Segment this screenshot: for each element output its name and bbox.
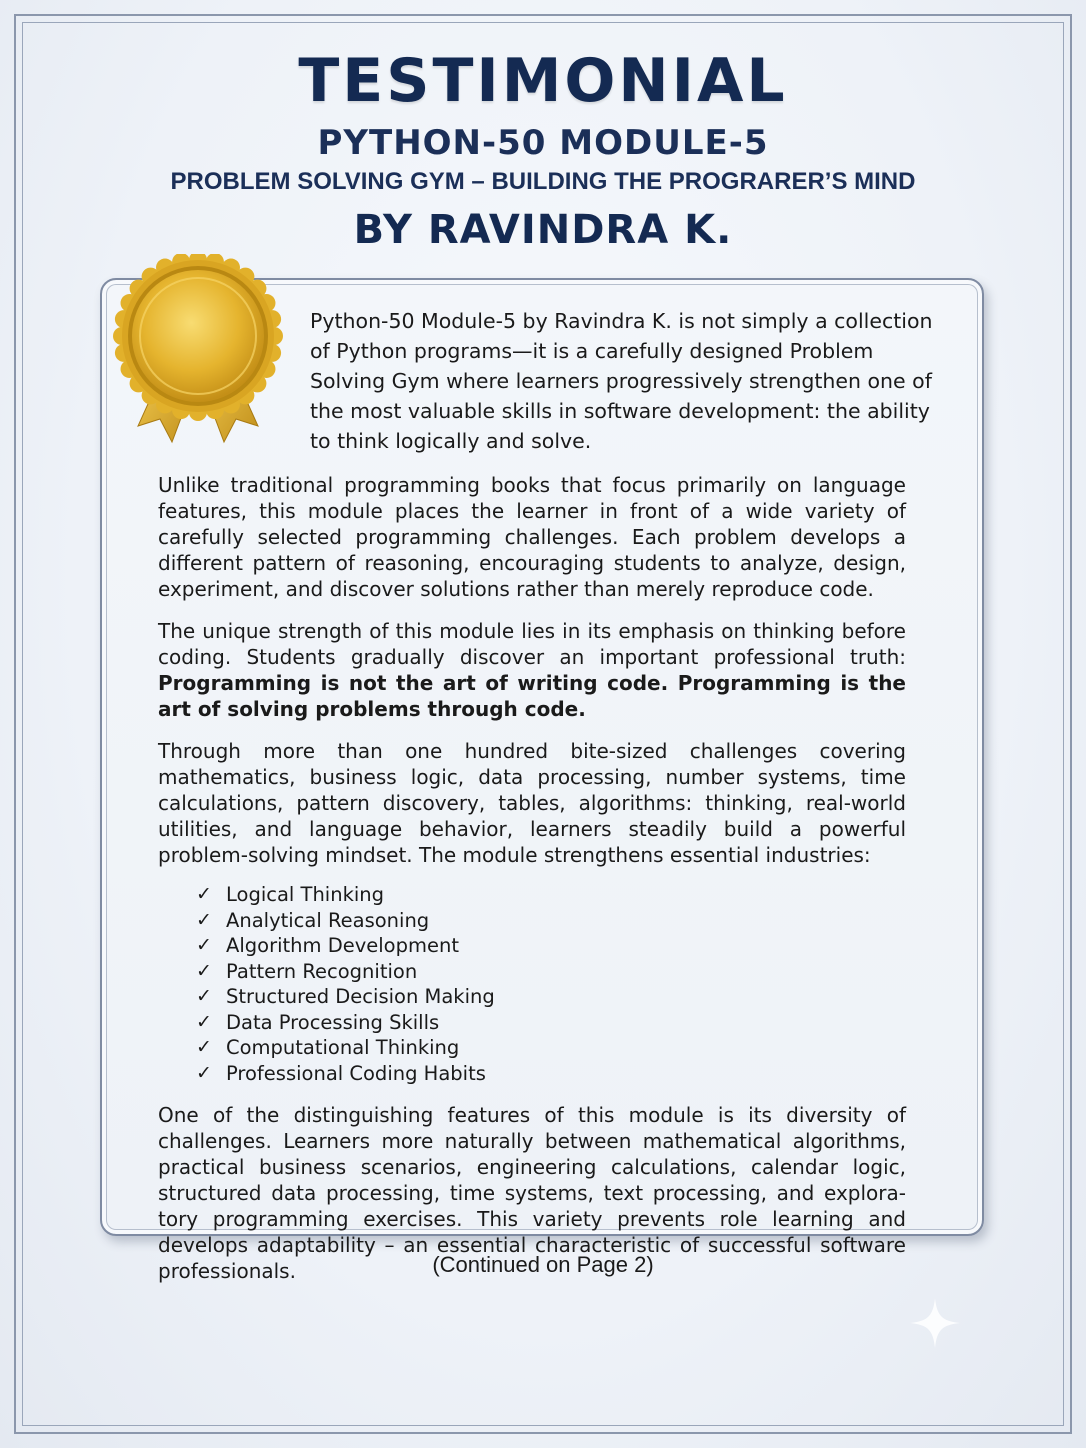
skill-label: Algorithm Development: [226, 934, 459, 957]
checkmark-icon: ✓: [196, 1010, 212, 1033]
list-item: [196, 1035, 906, 1061]
module-title: PYTHON-50 MODULE-5: [317, 123, 769, 163]
skill-label: Logical Thinking: [226, 883, 385, 906]
list-item: [196, 882, 906, 908]
skill-label: Analytical Reasoning: [226, 908, 430, 932]
intro-paragraph: Python-50 Module-5 by Ravindra K. is not simply a collection of Python programs—it is a carefully designed Problem Solving Gym where learners progressively strengthen one of the most valuable skills in software development: the ability to think logically and solve.: [310, 309, 933, 453]
paragraph-4: One of the distinguishing features of this module is its diversity of challenges. Learners more naturally between mathematical algorithms, practical business scenarios, engineering calculations, calendar logic, structured data processing, time systems, text processing, and explora-tory programming exercises. This variety prevents role learning and develops adaptability – an essential characteristic of successful software professionals.: [158, 1103, 906, 1283]
paragraph-2-highlight: Programming is not the art of writing code. Programming is the art of solving problems through code.: [158, 671, 906, 721]
checkmark-icon: ✓: [196, 985, 212, 1007]
skill-label: Computational Thinking: [226, 1036, 460, 1059]
continued-note: (Continued on Page 2): [432, 1252, 654, 1277]
checkmark-icon: ✓: [196, 908, 212, 931]
subtitle: PROBLEM SOLVING GYM – BUILDING THE PROGRARER’S MIND: [170, 168, 916, 195]
paragraph-2: [158, 618, 906, 722]
header: [30, 44, 1056, 256]
checkmark-icon: ✓: [196, 959, 212, 982]
list-item: [196, 959, 906, 985]
checkmark-icon: ✓: [196, 883, 212, 905]
skill-label: Structured Decision Making: [226, 985, 495, 1008]
list-item: [196, 1061, 906, 1087]
paragraph-1: Unlike traditional programming books that focus primarily on language features, this module places the learner in front of a wide variety of carefully selected programming challenges. Each problem develops a different pattern of reasoning, encouraging students to analyze, design, experiment, and discover solutions rather than merely reproduce code.: [158, 473, 906, 601]
checkmark-icon: ✓: [196, 934, 212, 956]
paragraph-2-lead: The unique strength of this module lies in its emphasis on thinking before coding. Students gradually discover an important professional truth:: [158, 619, 906, 669]
list-item: [196, 1010, 906, 1036]
author-line: BY RAVINDRA K.: [353, 207, 733, 253]
paragraph-3: Through more than one hundred bite-sized challenges covering mathematics, business logic, data processing, number systems, time calculations, pattern discovery, tables, algorithms: thinking, real-world utilities, and language behavior, learners steadily build a powerful problem-solving mindset. The module strengthens essential industries:: [158, 739, 906, 867]
skill-label: Data Processing Skills: [226, 1010, 440, 1034]
skill-label: Professional Coding Habits: [226, 1061, 486, 1085]
checkmark-icon: ✓: [196, 1061, 212, 1084]
skill-label: Pattern Recognition: [226, 959, 418, 983]
testimonial-body: [158, 306, 933, 1284]
sparkle-icon: [908, 1296, 962, 1350]
skills-list: [196, 882, 906, 1086]
checkmark-icon: ✓: [196, 1036, 212, 1058]
page-title: TESTIMONIAL: [298, 46, 788, 116]
list-item: [196, 933, 906, 959]
list-item: [196, 984, 906, 1010]
list-item: [196, 908, 906, 934]
